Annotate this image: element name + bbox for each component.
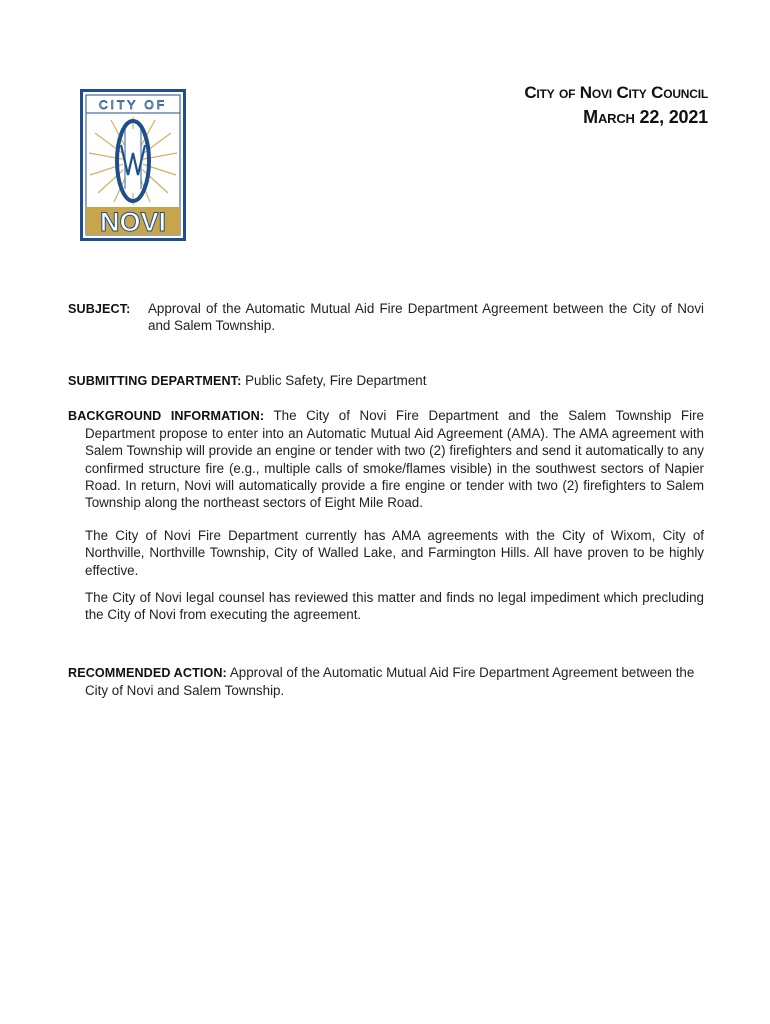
header-title: City of Novi City Council [524, 83, 708, 102]
subject-section [68, 300, 704, 334]
logo-top-text: CITY OF [98, 98, 168, 112]
subject-label: SUBJECT: [68, 302, 131, 316]
background-text: The City of Novi Fire Department and the Salem Township Fire Department propose to enter into an Automatic Mutual Aid Agreement (AMA). The AMA agreement with Salem Township will provide an engine or tender with two (2) firefighters and send it automatically to any confirmed structure fire (e.g., multiple calls of smoke/flames visible) in the southwest sectors of Napier Road. In return, Novi will automatically provide a fire engine or tender with two (2) firefighters to Salem Township along the northeast sectors of Eight Mile Road. [85, 408, 704, 511]
city-logo [80, 89, 186, 241]
recommended-action-section [68, 664, 721, 699]
subject-text: Approval of the Automatic Mutual Aid Fire Department Agreement between the City of Novi and Salem Township. [148, 301, 704, 334]
logo-bottom-text: NOVI [99, 207, 167, 237]
submitting-department-section [68, 372, 704, 390]
document-header [524, 80, 708, 130]
recommended-text: Approval of the Automatic Mutual Aid Fire Department Agreement between the City of Novi and Salem Township. [85, 665, 695, 699]
background-paragraph-3: The City of Novi legal counsel has reviewed this matter and finds no legal impediment which precluding the City of Novi from executing the agreement. [85, 589, 704, 623]
background-paragraph-2: The City of Novi Fire Department currently has AMA agreements with the City of Wixom, City of Northville, Northville Township, City of Walled Lake, and Farmington Hills. All have proven to be highly effective. [85, 528, 704, 578]
background-label: BACKGROUND INFORMATION: [68, 409, 265, 423]
submitting-label: SUBMITTING DEPARTMENT: [68, 374, 242, 388]
background-section [68, 407, 704, 623]
submitting-text: Public Safety, Fire Department [241, 373, 427, 388]
city-seal-icon [80, 89, 186, 241]
header-date: March 22, 2021 [583, 107, 708, 127]
recommended-label: RECOMMENDED ACTION: [68, 666, 227, 680]
background-paragraph-1 [68, 407, 704, 511]
